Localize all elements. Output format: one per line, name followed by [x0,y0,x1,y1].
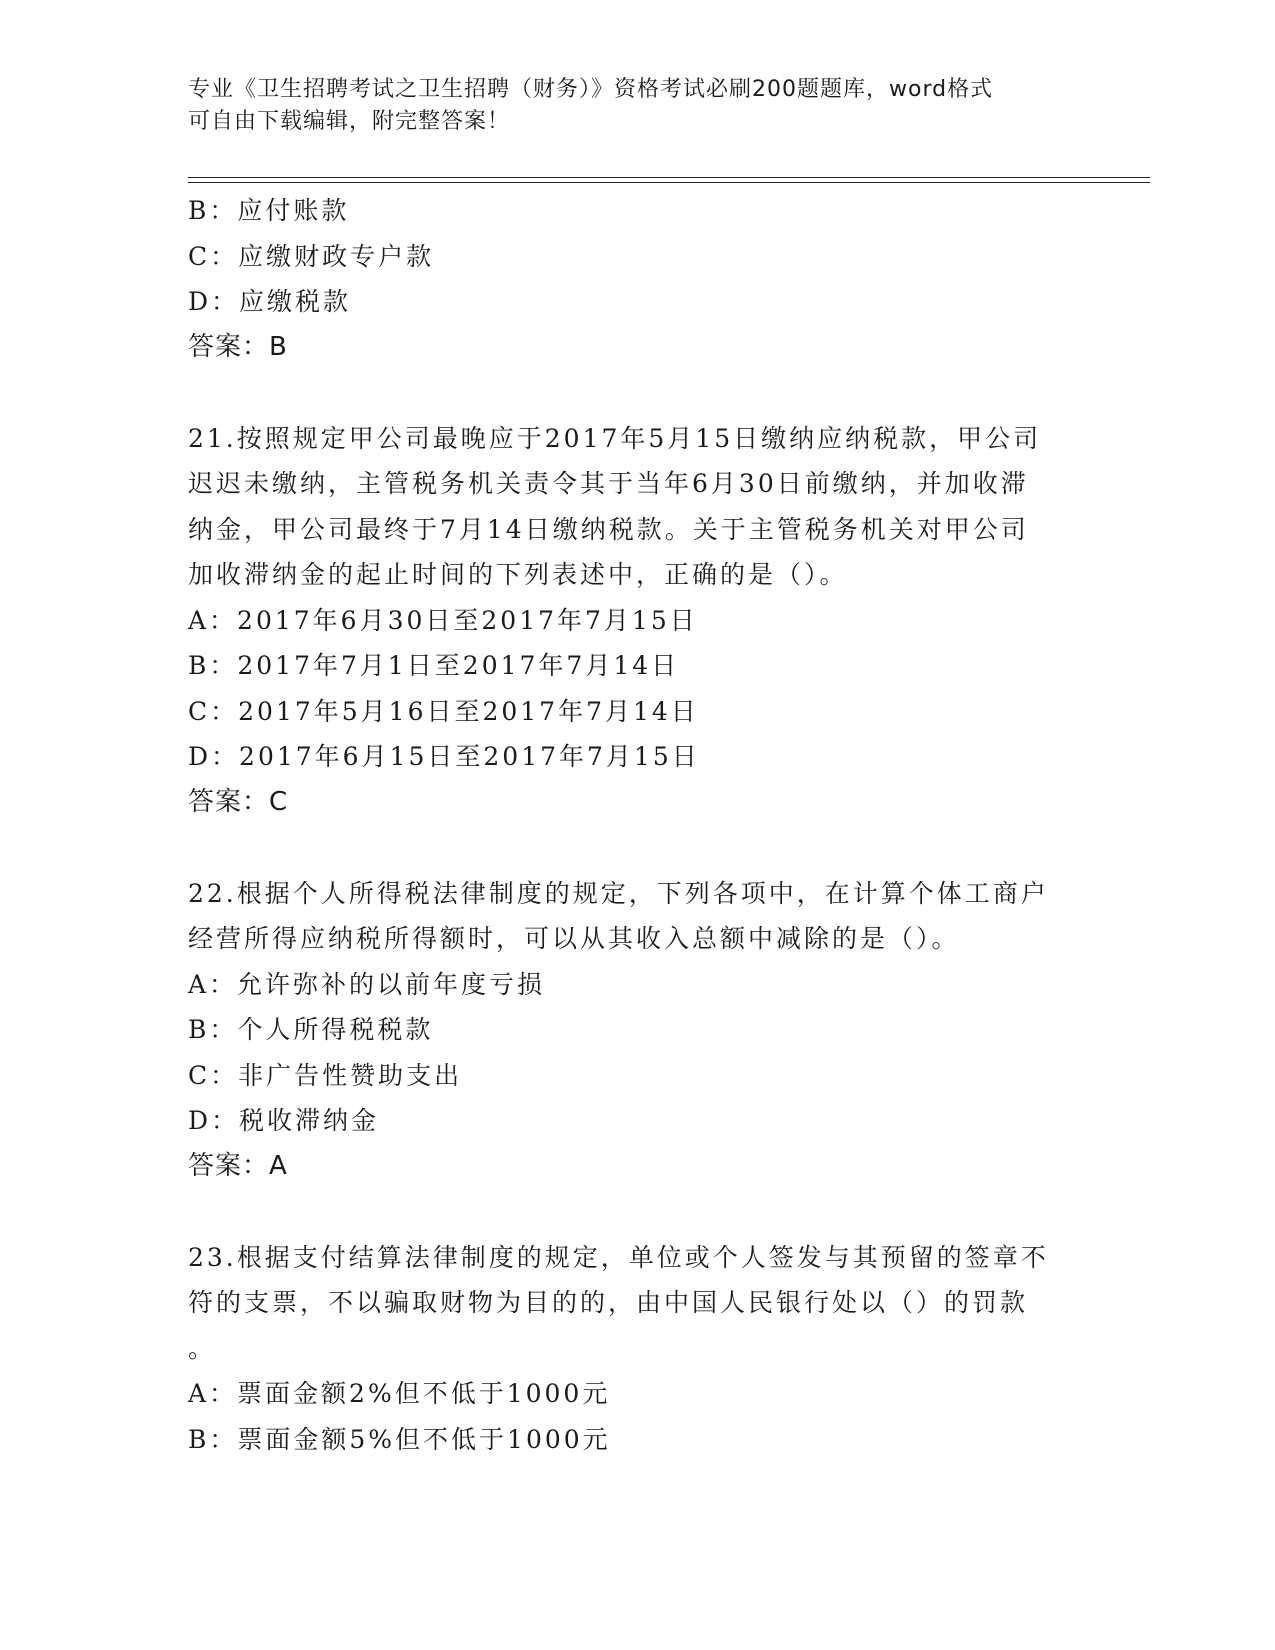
option-c: C：应缴财政专户款 [188,241,435,271]
spacer [188,825,1088,871]
option-b: B：个人所得税税款 [188,1015,434,1044]
option-d: D：税收滞纳金 [188,1106,380,1135]
answer: 答案：B [188,331,288,362]
document-header [188,74,1088,138]
question-stem-line: 符的支票，不以骗取财物为目的的，由中国人民银行处以（）的罚款 [188,1288,1029,1317]
spacer [188,1189,1088,1235]
option-d: D：应缴税款 [188,287,352,316]
question-22 [188,871,1088,1190]
question-stem-line: 纳金，甲公司最终于7月14日缴纳税款。关于主管税务机关对甲公司 [188,514,1029,544]
question-stem-line: 经营所得应纳税所得额时，可以从其收入总额中减除的是（）。 [188,924,960,953]
answer: 答案：C [188,786,289,817]
option-d: D：2017年6月15日至2017年7月15日 [188,742,700,771]
option-b: B：应付账款 [188,196,350,225]
header-divider-bottom [188,182,1150,183]
question-stem-line: 21.按照规定甲公司最晚应于2017年5月15日缴纳应纳税款，甲公司 [188,423,1042,453]
header-title-line-1: 专业《卫生招聘考试之卫生招聘（财务）》资格考试必刷200题题库，word格式 [188,77,994,102]
question-20-tail [188,188,1088,370]
option-b: B：票面金额5%但不低于1000元 [188,1424,611,1454]
option-b: B：2017年7月1日至2017年7月14日 [188,651,680,680]
option-c: C：非广告性赞助支出 [188,1060,463,1090]
option-c: C：2017年5月16日至2017年7月14日 [188,696,699,726]
answer: 答案：A [188,1150,288,1181]
option-a: A：票面金额2%但不低于1000元 [188,1379,611,1408]
question-stem-line: 23.根据支付结算法律制度的规定，单位或个人签发与其预留的签章不 [188,1242,1049,1272]
question-stem-line: 加收滞纳金的起止时间的下列表述中，正确的是（）。 [188,560,848,589]
question-stem-line: 22.根据个人所得税法律制度的规定，下列各项中，在计算个体工商户 [188,878,1049,908]
question-stem-line: 。 [188,1333,217,1363]
question-stem-line: 迟迟未缴纳，主管税务机关责令其于当年6月30日前缴纳，并加收滞 [188,469,1029,498]
header-divider-top [188,177,1150,178]
option-a: A：2017年6月30日至2017年7月15日 [188,605,698,635]
spacer [188,370,1088,416]
document-body [188,188,1088,1462]
question-21 [188,416,1088,826]
question-23 [188,1235,1088,1463]
header-title-line-2: 可自由下载编辑，附完整答案！ [188,109,511,134]
option-a: A：允许弥补的以前年度亏损 [188,969,546,999]
